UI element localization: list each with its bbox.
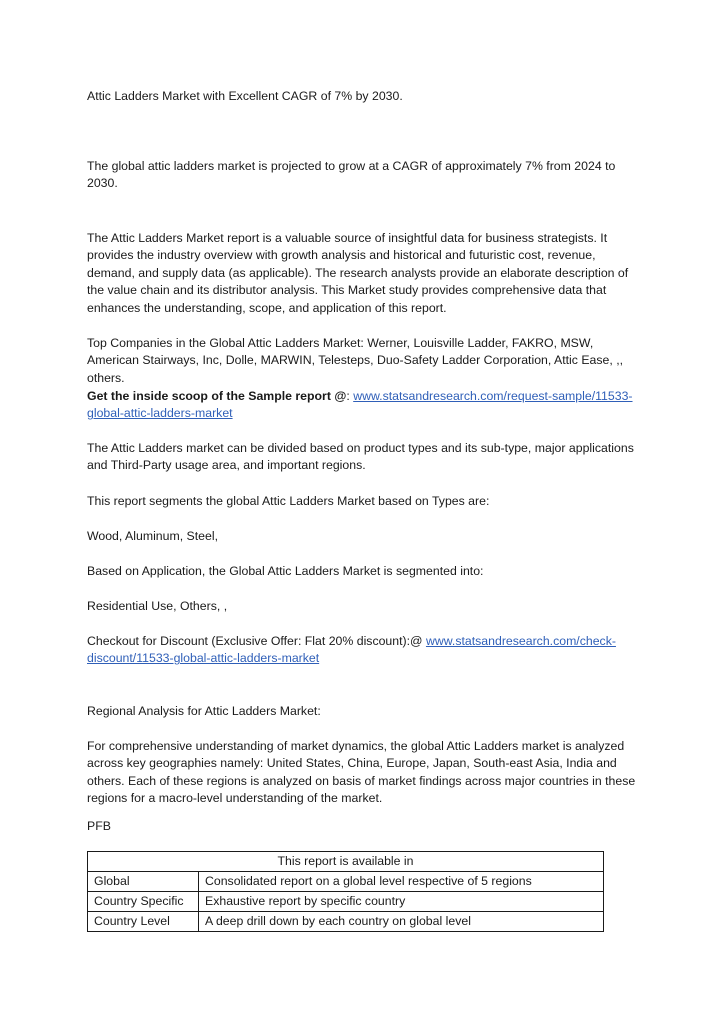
segmentation-paragraph: The Attic Ladders market can be divided based on product types and its sub-type, major applications and Third-Party usage area, and important regions. (87, 441, 634, 473)
pfb-label: PFB (87, 819, 111, 833)
row-label: Global (88, 872, 199, 892)
applications-list: Residential Use, Others, , (87, 599, 228, 613)
discount-label: Checkout for Discount (Exclusive Offer: Flat 20% discount):@ (87, 634, 426, 648)
regional-heading: Regional Analysis for Attic Ladders Market: (87, 704, 321, 718)
row-description: Exhaustive report by specific country (199, 892, 604, 912)
sample-report-separator: : (346, 389, 354, 403)
row-description: Consolidated report on a global level respective of 5 regions (199, 872, 604, 892)
applications-intro: Based on Application, the Global Attic Ladders Market is segmented into: (87, 564, 484, 578)
sample-report-link[interactable]: www.statsandresearch.com/request-sample/11533-global-attic-ladders-market (87, 389, 633, 421)
table-header-row (88, 852, 604, 872)
row-description: A deep drill down by each country on global level (199, 912, 604, 932)
discount-link[interactable]: www.statsandresearch.com/check-discount/11533-global-attic-ladders-market (87, 634, 616, 666)
top-companies-paragraph: Top Companies in the Global Attic Ladders Market: Werner, Louisville Ladder, FAKRO, MSW, American Stairways, Inc, Dolle, MARWIN, Telesteps, Duo-Safety Ladder Corporation, Attic Ease, ,, others. (87, 336, 624, 385)
document-title: Attic Ladders Market with Excellent CAGR of 7% by 2030. (87, 89, 403, 103)
table-header: This report is available in (88, 852, 604, 872)
availability-table (87, 851, 604, 932)
table-row (88, 912, 604, 932)
types-intro: This report segments the global Attic Ladders Market based on Types are: (87, 494, 490, 508)
table-row (88, 892, 604, 912)
discount-paragraph (87, 633, 617, 668)
row-label: Country Specific (88, 892, 199, 912)
sample-report-paragraph (87, 388, 637, 423)
row-label: Country Level (88, 912, 199, 932)
sample-report-label: Get the inside scoop of the Sample report @ (87, 389, 347, 403)
regional-paragraph: For comprehensive understanding of market dynamics, the global Attic Ladders market is analyzed across key geographies namely: United States, China, Europe, Japan, South-east Asia, India and others. Each of these regions is analyzed on basis of market findings across major countries in these regions for a macro-level understanding of the market. (87, 739, 636, 806)
types-list: Wood, Aluminum, Steel, (87, 529, 219, 543)
report-description-paragraph: The Attic Ladders Market report is a valuable source of insightful data for business strategists. It provides the industry overview with growth analysis and historical and futuristic cost, revenue, demand, and supply data (as applicable). The research analysts provide an elaborate description of the value chain and its distributor analysis. This Market study provides comprehensive data that enhances the understanding, scope, and application of this report. (87, 231, 629, 315)
intro-paragraph: The global attic ladders market is projected to grow at a CAGR of approximately 7% from 2024 to 2030. (87, 159, 616, 191)
table-row (88, 872, 604, 892)
